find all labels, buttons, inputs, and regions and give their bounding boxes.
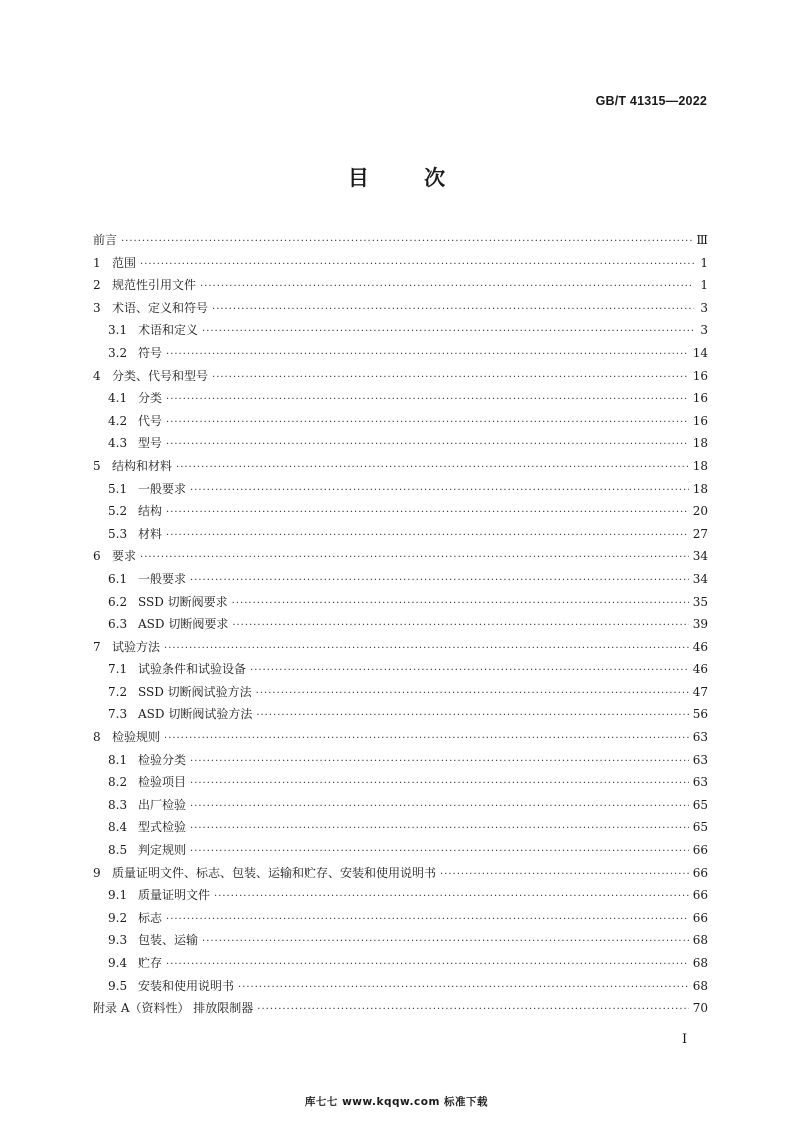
- toc-entry-page: 27: [692, 526, 708, 541]
- toc-dot-leader: [257, 999, 688, 1022]
- toc-dot-leader: [212, 299, 694, 322]
- toc-dot-leader: [256, 683, 689, 706]
- toc-entry-label: 贮存: [138, 956, 163, 970]
- page-number: I: [682, 1032, 688, 1047]
- toc-entry[interactable]: [93, 975, 708, 998]
- toc-entry[interactable]: [93, 613, 708, 636]
- toc-entry-page: 68: [692, 933, 708, 948]
- toc-entry-number: 5.1: [108, 481, 128, 496]
- toc-entry[interactable]: [93, 410, 708, 433]
- toc-dot-leader: [238, 977, 689, 1000]
- toc-entry[interactable]: [93, 274, 708, 297]
- toc-entry-page: 20: [692, 504, 708, 519]
- toc-entry[interactable]: [93, 726, 708, 749]
- toc-entry[interactable]: [93, 342, 708, 365]
- toc-entry-label: 结构: [138, 504, 163, 519]
- toc-entry-label: 检验分类: [138, 752, 187, 767]
- toc-entry-page: 18: [692, 458, 708, 473]
- toc-dot-leader: [166, 412, 689, 435]
- toc-entry-label: 代号: [138, 413, 163, 428]
- toc-dot-leader: [164, 728, 689, 751]
- toc-entry[interactable]: [93, 365, 708, 388]
- toc-entry-page: 34: [692, 549, 708, 564]
- table-of-contents: [93, 229, 708, 1020]
- toc-dot-leader: [190, 751, 689, 774]
- title-char-2: 次: [424, 166, 446, 190]
- toc-dot-leader: [190, 818, 689, 841]
- toc-entry-label: 试验方法: [112, 639, 161, 654]
- toc-entry[interactable]: [93, 568, 708, 591]
- toc-entry-number: 8.3: [108, 797, 128, 812]
- toc-dot-leader: [166, 525, 689, 548]
- toc-entry-number: 9.4: [108, 956, 128, 970]
- toc-entry-label: 型式检验: [138, 820, 187, 835]
- toc-entry[interactable]: [93, 839, 708, 862]
- toc-dot-leader: [121, 231, 692, 254]
- toc-entry-number: 5.3: [108, 526, 128, 541]
- toc-entry-number: 4.3: [108, 436, 128, 451]
- toc-dot-leader: [140, 254, 694, 277]
- toc-dot-leader: [166, 502, 689, 525]
- toc-dot-leader: [190, 570, 689, 593]
- toc-entry-number: 8.2: [108, 775, 128, 790]
- toc-entry-label: 范围: [112, 255, 137, 270]
- toc-entry-label: 一般要求: [138, 481, 187, 496]
- toc-dot-leader: [164, 638, 689, 661]
- toc-entry-page: 16: [692, 391, 708, 406]
- toc-dot-leader: [256, 705, 688, 728]
- toc-dot-leader: [202, 931, 689, 954]
- toc-entry-number: 2: [93, 278, 101, 293]
- toc-entry-label: 判定规则: [138, 843, 187, 858]
- toc-entry-label: 型号: [138, 436, 163, 451]
- toc-entry-label: 质量证明文件、标志、包装、运输和贮存、安装和使用说明书: [112, 865, 437, 880]
- toc-dot-leader: [250, 660, 689, 683]
- toc-dot-leader: [212, 367, 689, 390]
- toc-entry-number: 6.2: [108, 594, 128, 609]
- toc-entry-number: 7.3: [108, 707, 128, 722]
- toc-entry[interactable]: [93, 252, 708, 275]
- toc-entry[interactable]: [93, 794, 708, 817]
- toc-entry-number: 8.1: [108, 752, 128, 767]
- toc-entry-label: 附录 A（资料性） 排放限制器: [93, 1001, 254, 1016]
- toc-entry-page: 16: [692, 368, 708, 383]
- toc-entry-page: 63: [692, 775, 708, 790]
- toc-entry-page: 3: [700, 300, 708, 315]
- toc-entry-page: 66: [692, 865, 708, 880]
- toc-entry-number: 9.3: [108, 933, 128, 948]
- toc-entry[interactable]: [93, 907, 708, 930]
- toc-entry-label: 包装、运输: [138, 933, 199, 948]
- toc-entry-label: 术语和定义: [138, 323, 199, 338]
- toc-entry-number: 7.2: [108, 684, 128, 699]
- toc-entry-page: 39: [692, 617, 708, 632]
- toc-entry-page: 68: [692, 956, 708, 970]
- toc-entry-number: 4: [93, 368, 101, 383]
- toc-entry-label: 材料: [138, 526, 163, 541]
- toc-entry-number: 4.1: [108, 391, 128, 406]
- page-title: [0, 162, 793, 192]
- toc-entry-page: 66: [692, 843, 708, 858]
- toc-dot-leader: [166, 909, 689, 932]
- toc-entry-label: 一般要求: [138, 571, 187, 586]
- toc-entry-page: 47: [692, 684, 708, 699]
- toc-entry-number: 7.1: [108, 662, 128, 677]
- toc-entry-label: 质量证明文件: [138, 888, 211, 903]
- toc-entry-label: 检验项目: [138, 775, 187, 790]
- toc-entry-page: 68: [692, 978, 708, 993]
- toc-dot-leader: [166, 434, 689, 457]
- standard-code: GB/T 41315—2022: [595, 94, 707, 108]
- toc-entry[interactable]: [93, 884, 708, 907]
- toc-entry[interactable]: [93, 500, 708, 523]
- toc-entry-label: 出厂检验: [138, 797, 187, 812]
- toc-entry[interactable]: [93, 387, 708, 410]
- toc-entry[interactable]: [93, 523, 708, 546]
- toc-entry[interactable]: [93, 455, 708, 478]
- toc-dot-leader: [200, 276, 694, 299]
- toc-entry-page: 63: [692, 752, 708, 767]
- toc-dot-leader: [190, 796, 689, 819]
- toc-entry-page: 18: [692, 436, 708, 451]
- toc-entry[interactable]: [93, 591, 708, 614]
- toc-entry-label: 安装和使用说明书: [138, 978, 235, 993]
- toc-entry-number: 7: [93, 639, 101, 654]
- toc-entry-label: 检验规则: [112, 730, 161, 745]
- toc-entry[interactable]: [93, 658, 708, 681]
- toc-entry[interactable]: [93, 229, 708, 252]
- toc-entry-page: 34: [692, 571, 708, 586]
- toc-entry-number: 6.3: [108, 617, 128, 632]
- toc-entry-page: 35: [692, 594, 708, 609]
- toc-entry-number: 6: [93, 549, 101, 564]
- toc-entry-label: 要求: [112, 549, 137, 564]
- toc-entry-label: 符号: [138, 345, 163, 360]
- toc-entry[interactable]: [93, 862, 708, 885]
- toc-entry[interactable]: [93, 771, 708, 794]
- toc-entry-number: 9.1: [108, 888, 128, 903]
- toc-entry-label: ASD 切断阀试验方法: [138, 707, 253, 722]
- toc-entry-label: 标志: [138, 910, 163, 925]
- toc-entry[interactable]: [93, 681, 708, 704]
- toc-dot-leader: [232, 593, 689, 616]
- toc-entry[interactable]: [93, 478, 708, 501]
- toc-dot-leader: [440, 864, 689, 887]
- toc-entry[interactable]: [93, 816, 708, 839]
- toc-entry-label: SSD 切断阀试验方法: [138, 684, 252, 699]
- toc-entry-page: 63: [692, 730, 708, 745]
- toc-entry-number: 9.2: [108, 910, 128, 925]
- toc-entry-number: 3.1: [108, 323, 128, 338]
- toc-dot-leader: [190, 773, 689, 796]
- toc-entry-page: Ⅲ: [696, 233, 708, 247]
- toc-entry-label: 分类: [138, 391, 163, 406]
- toc-entry-number: 8.5: [108, 843, 128, 858]
- toc-entry[interactable]: [93, 749, 708, 772]
- toc-entry-page: 16: [692, 413, 708, 428]
- toc-entry-page: 56: [692, 707, 708, 722]
- toc-entry-page: 46: [692, 639, 708, 654]
- footer-watermark: 库七七 www.kqqw.com 标准下载: [304, 1096, 489, 1108]
- toc-entry[interactable]: [93, 432, 708, 455]
- toc-dot-leader: [202, 321, 694, 344]
- toc-entry-label: 分类、代号和型号: [112, 368, 209, 383]
- toc-dot-leader: [190, 841, 689, 864]
- toc-dot-leader: [176, 457, 689, 480]
- toc-dot-leader: [214, 886, 689, 909]
- toc-entry-page: 46: [692, 662, 708, 677]
- toc-entry-page: 14: [692, 345, 708, 360]
- title-char-1: 目: [347, 166, 369, 190]
- toc-entry[interactable]: [93, 319, 708, 342]
- toc-entry-number: 8: [93, 730, 101, 745]
- toc-entry-label: 规范性引用文件: [112, 278, 197, 293]
- toc-entry-page: 66: [692, 910, 708, 925]
- toc-entry-number: 5: [93, 458, 101, 473]
- toc-entry-label: ASD 切断阀要求: [138, 617, 229, 632]
- toc-dot-leader: [140, 547, 689, 570]
- toc-entry[interactable]: [93, 997, 708, 1020]
- toc-entry[interactable]: [93, 297, 708, 320]
- toc-entry[interactable]: [93, 929, 708, 952]
- toc-entry-number: 1: [93, 255, 101, 270]
- toc-entry-label: 术语、定义和符号: [112, 300, 209, 315]
- toc-entry-number: 9: [93, 865, 101, 880]
- toc-entry-number: 4.2: [108, 413, 128, 428]
- toc-dot-leader: [190, 480, 689, 503]
- toc-entry-page: 3: [700, 323, 708, 338]
- toc-dot-leader: [232, 615, 688, 638]
- toc-dot-leader: [166, 344, 689, 367]
- toc-entry-page: 66: [692, 888, 708, 903]
- toc-entry[interactable]: [93, 636, 708, 659]
- toc-entry[interactable]: [93, 545, 708, 568]
- toc-entry[interactable]: [93, 952, 708, 975]
- toc-entry-label: 结构和材料: [112, 458, 173, 473]
- toc-entry-number: 3: [93, 300, 101, 315]
- toc-entry-page: 70: [692, 1001, 708, 1016]
- toc-dot-leader: [166, 389, 689, 412]
- toc-entry-number: 3.2: [108, 345, 128, 360]
- toc-entry-page: 65: [692, 797, 708, 812]
- toc-entry-number: 8.4: [108, 820, 128, 835]
- toc-entry-label: 试验条件和试验设备: [138, 662, 247, 677]
- toc-entry-number: 9.5: [108, 978, 128, 993]
- toc-entry-number: 6.1: [108, 571, 128, 586]
- toc-dot-leader: [166, 954, 689, 977]
- toc-entry-page: 1: [700, 278, 708, 293]
- toc-entry-page: 65: [692, 820, 708, 835]
- toc-entry-label: SSD 切断阀要求: [138, 594, 228, 609]
- toc-entry[interactable]: [93, 703, 708, 726]
- toc-entry-page: 1: [700, 255, 708, 270]
- toc-entry-number: 5.2: [108, 504, 128, 519]
- toc-entry-page: 18: [692, 481, 708, 496]
- toc-entry-label: 前言: [93, 233, 118, 247]
